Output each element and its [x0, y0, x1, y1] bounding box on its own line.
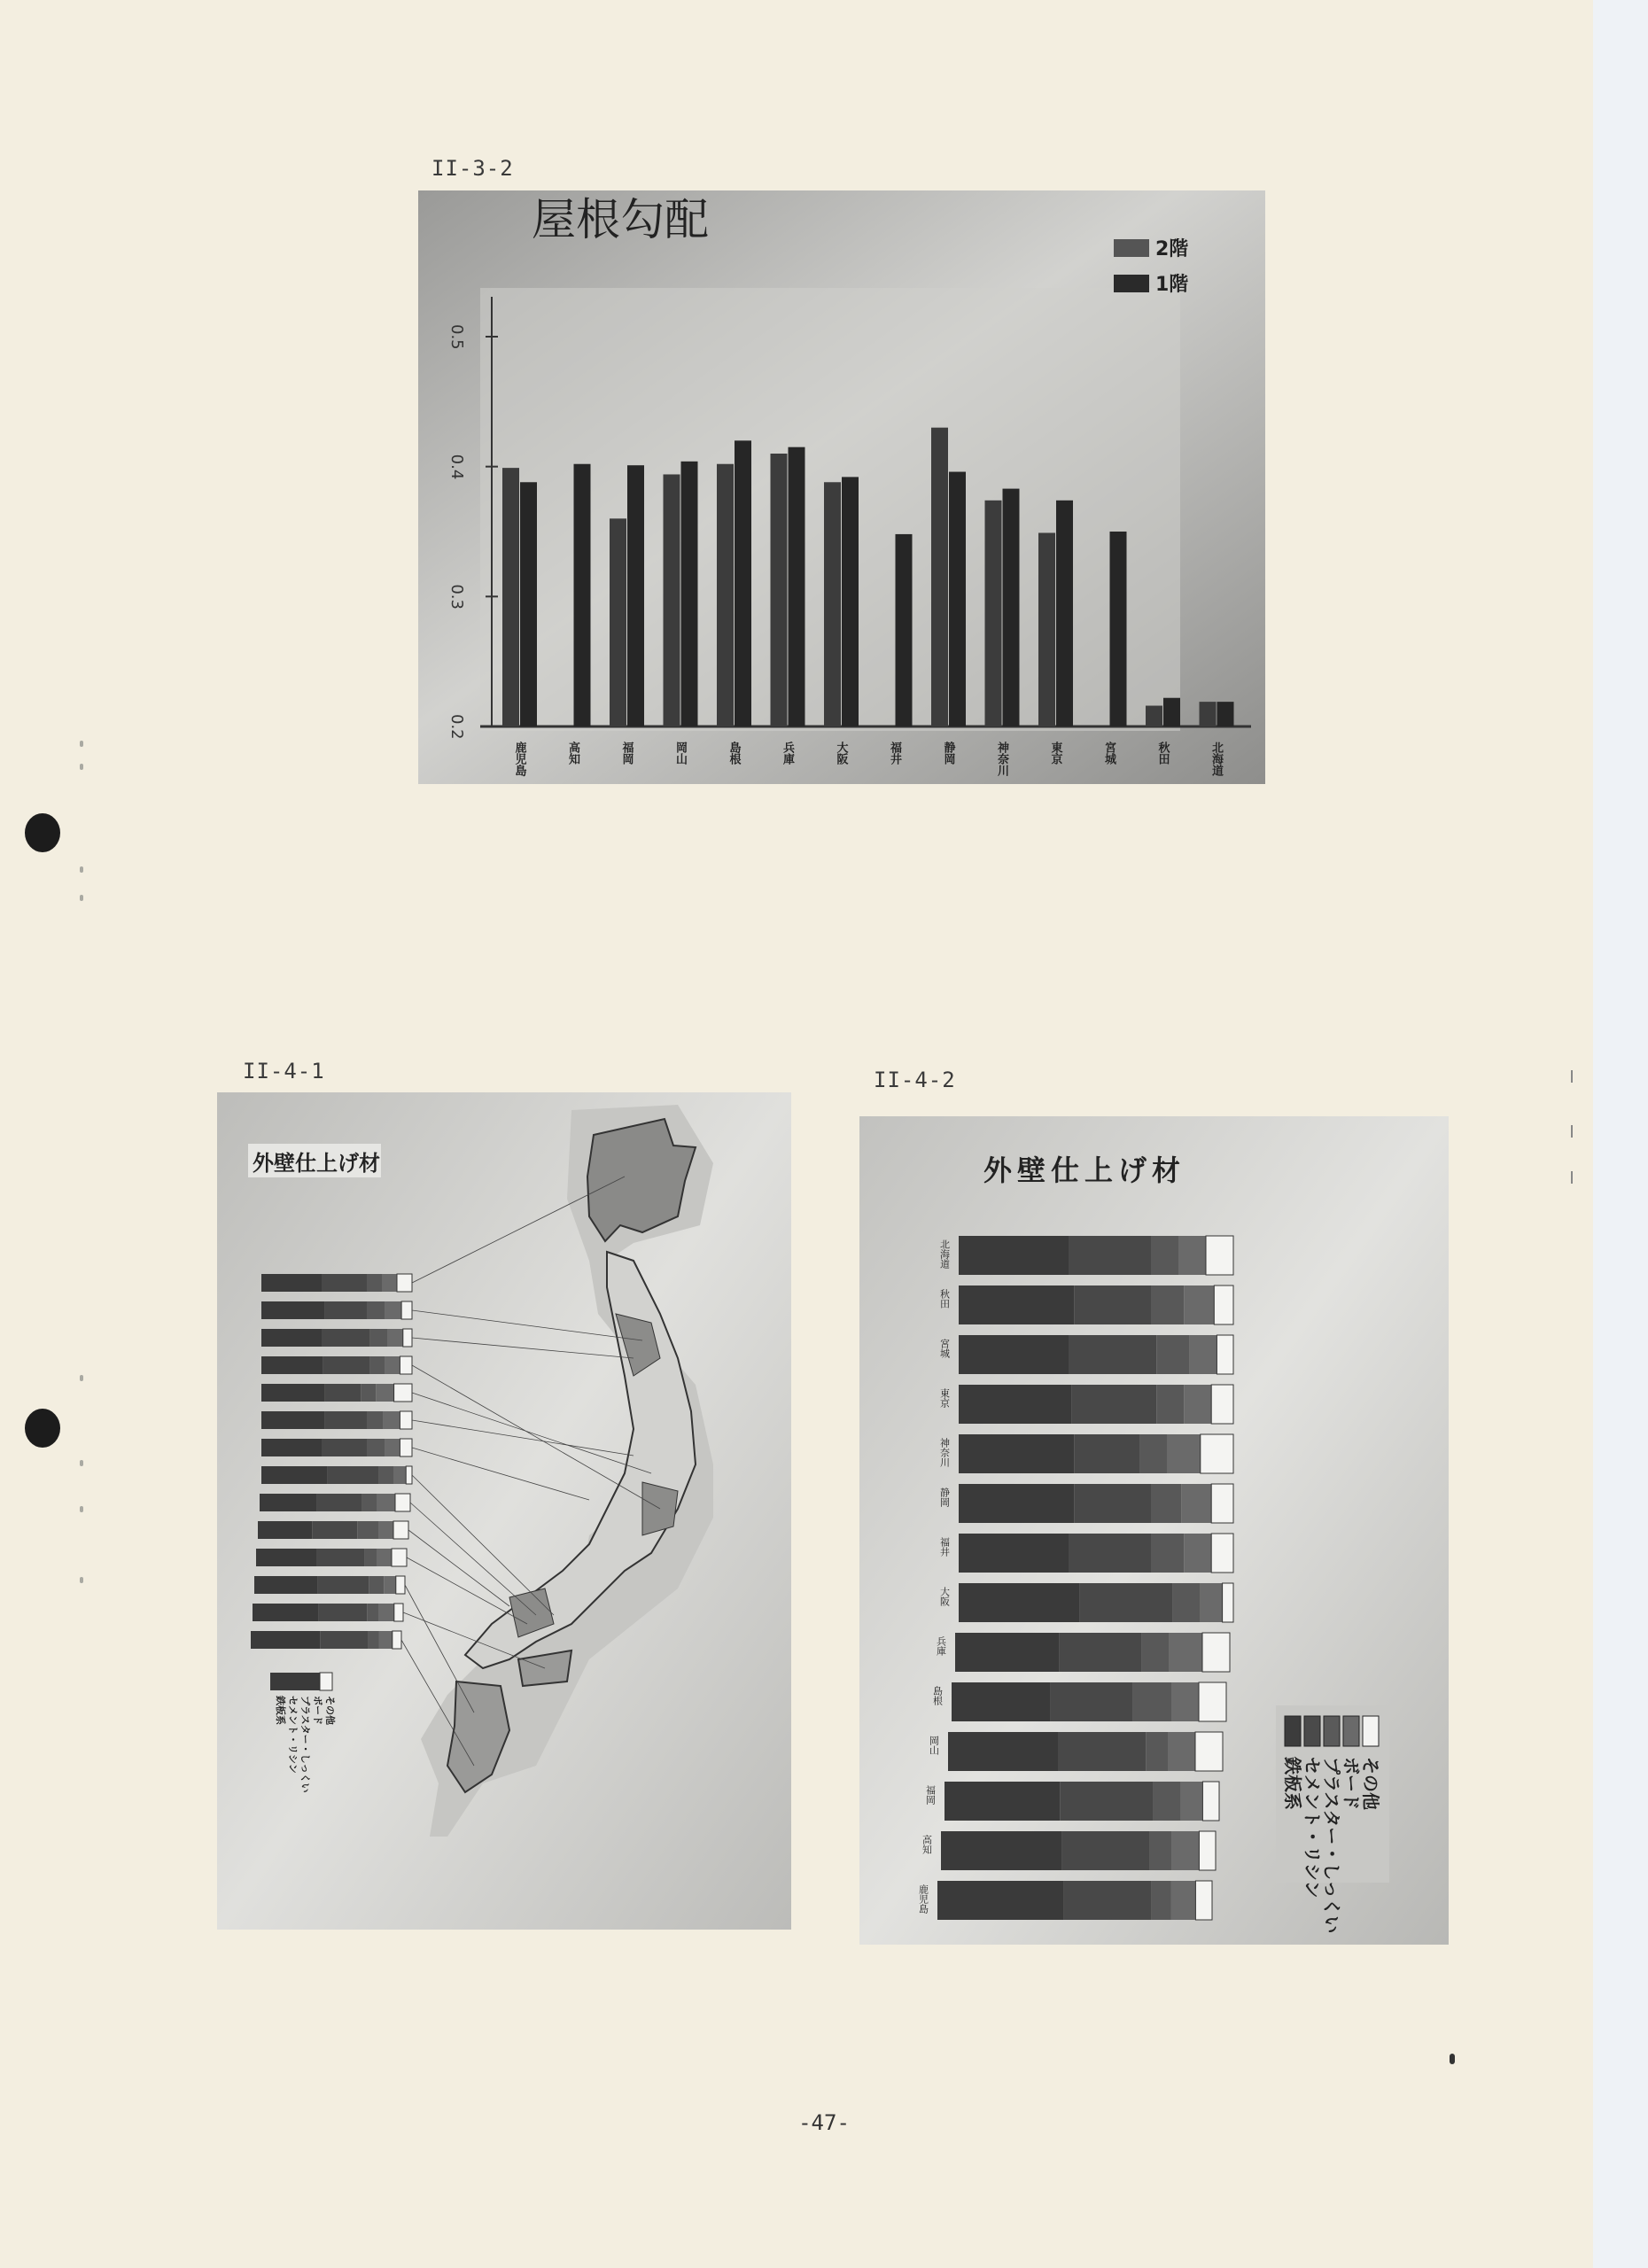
chart2-legend-label: ボード — [1341, 1757, 1362, 1810]
map-bar-segment — [400, 1356, 412, 1374]
map-bar-segment — [260, 1494, 317, 1511]
map-bar-segment — [261, 1301, 324, 1319]
stack-segment — [1069, 1335, 1156, 1374]
map-bar-segment — [367, 1411, 384, 1429]
row-label: 岡山 — [928, 1736, 940, 1755]
bar-2f — [985, 501, 1002, 726]
chart-title: 屋根勾配 — [532, 194, 709, 245]
category-label: 高知 — [566, 742, 579, 765]
map-bar-segment — [261, 1356, 323, 1374]
pin-mark — [80, 895, 83, 901]
map-bar-segment — [378, 1521, 393, 1539]
bar-2f — [1200, 702, 1217, 726]
stack-segment — [1171, 1831, 1199, 1870]
category-label: 神奈川 — [995, 742, 1008, 776]
pin-mark — [80, 1506, 83, 1512]
category-label: 福岡 — [619, 742, 634, 765]
map-bar-segment — [384, 1411, 400, 1429]
map-bar-segment — [322, 1274, 367, 1292]
map-legend-label: セメント・リシン — [287, 1696, 299, 1774]
map-bar-segment — [324, 1411, 367, 1429]
page-number: -47- — [798, 2110, 850, 2135]
map-bar-segment — [403, 1329, 412, 1347]
category-label: 兵庫 — [781, 742, 794, 765]
map-bar-segment — [388, 1329, 403, 1347]
stack-segment — [1064, 1881, 1152, 1920]
map-bar-segment — [317, 1494, 362, 1511]
category-label: 福井 — [888, 742, 901, 765]
roof-pitch-chart-photo — [418, 190, 1265, 784]
stack-segment — [1154, 1782, 1181, 1821]
stack-segment — [1171, 1881, 1196, 1920]
map-bar-segment — [394, 1466, 407, 1484]
row-label: 福岡 — [924, 1785, 937, 1805]
row-label: 東京 — [938, 1388, 951, 1408]
bar-1f — [627, 465, 644, 726]
legend-label-2f: 2階 — [1155, 238, 1189, 260]
map-bar-segment — [261, 1466, 328, 1484]
stack-segment — [1211, 1534, 1233, 1573]
map-bar-segment — [396, 1576, 405, 1594]
edge-tick — [1571, 1070, 1573, 1083]
map-bar-segment — [369, 1576, 384, 1594]
map-bar-segment — [253, 1604, 319, 1621]
bar-1f — [1110, 532, 1127, 726]
map-bar-segment — [367, 1274, 382, 1292]
stack-segment — [1173, 1583, 1201, 1622]
stack-segment — [1184, 1385, 1211, 1424]
map-bar-segment — [367, 1301, 385, 1319]
category-label: 静岡 — [941, 742, 955, 765]
pin-mark — [80, 1460, 83, 1466]
stack-segment — [959, 1583, 1079, 1622]
stack-segment — [1069, 1236, 1151, 1275]
stack-segment — [1201, 1434, 1233, 1473]
legend-swatch-2f — [1114, 239, 1149, 257]
map-bar-segment — [400, 1411, 412, 1429]
map-bar-segment — [369, 1631, 379, 1649]
bar-1f — [789, 447, 805, 726]
y-tick-label: 0.3 — [447, 584, 466, 610]
edge-tick — [1571, 1171, 1573, 1184]
map-bar-segment — [377, 1494, 395, 1511]
category-label: 岡山 — [673, 742, 687, 765]
row-label: 大阪 — [938, 1587, 951, 1606]
stack-segment — [1151, 1534, 1184, 1573]
map-bar-segment — [319, 1604, 367, 1621]
bar-1f — [949, 472, 966, 726]
stack-segment — [1189, 1335, 1217, 1374]
map-bar-segment — [377, 1549, 392, 1566]
row-label: 北海道 — [938, 1239, 951, 1269]
bar-2f — [610, 518, 626, 726]
stack-segment — [1152, 1881, 1171, 1920]
map-bar-segment — [261, 1384, 324, 1402]
category-label: 宮城 — [1102, 742, 1116, 765]
binder-hole — [25, 1409, 60, 1448]
map-bar-segment — [379, 1604, 394, 1621]
map-legend-label: ボード — [312, 1696, 323, 1725]
map-bar-segment — [394, 1384, 412, 1402]
stack-segment — [1211, 1484, 1233, 1523]
bar-1f — [1056, 501, 1073, 726]
bar-1f — [1003, 489, 1020, 726]
map-bar-segment — [367, 1604, 379, 1621]
legend-swatch-1f — [1114, 275, 1149, 292]
map-bar-segment — [382, 1274, 397, 1292]
wall-finish-map-photo — [217, 1092, 791, 1930]
ink-speck — [1450, 2054, 1455, 2064]
wall-finish-map — [217, 1092, 791, 1930]
roof-pitch-chart — [418, 190, 1265, 784]
stack-segment — [1150, 1831, 1172, 1870]
wall-finish-bar-chart — [859, 1116, 1449, 1945]
stack-segment — [948, 1732, 1058, 1771]
pin-mark — [80, 1577, 83, 1583]
legend-label-1f: 1階 — [1155, 274, 1189, 296]
bar-1f — [735, 440, 751, 726]
row-label: 静岡 — [938, 1487, 951, 1507]
stack-segment — [1151, 1484, 1181, 1523]
stack-segment — [1202, 1782, 1219, 1821]
map-bar-segment — [258, 1521, 312, 1539]
y-tick-label: 0.4 — [447, 454, 466, 480]
stack-segment — [959, 1285, 1074, 1324]
bar-1f — [1217, 702, 1234, 726]
pin-mark — [80, 764, 83, 770]
stack-segment — [1181, 1782, 1203, 1821]
stack-segment — [1071, 1385, 1156, 1424]
bar-2f — [931, 428, 948, 726]
map-bar-segment — [322, 1329, 369, 1347]
stack-segment — [1140, 1434, 1168, 1473]
stack-segment — [1211, 1385, 1233, 1424]
bar-1f — [842, 477, 859, 726]
page-edge — [1593, 0, 1648, 2268]
bar-2f — [717, 464, 734, 726]
map-bar-segment — [328, 1466, 379, 1484]
stack-segment — [1151, 1285, 1184, 1324]
stack-segment — [1060, 1633, 1142, 1672]
map-bar-segment — [320, 1631, 368, 1649]
stack-segment — [959, 1484, 1074, 1523]
map-bar-segment — [367, 1439, 385, 1456]
map-bar-segment — [261, 1274, 322, 1292]
stack-segment — [944, 1782, 1060, 1821]
row-label: 宮城 — [938, 1339, 951, 1358]
map-bar-segment — [364, 1549, 377, 1566]
map-bar-segment — [322, 1439, 367, 1456]
figure-caption-ii-4-2: II-4-2 — [874, 1068, 956, 1092]
bar-2f — [771, 454, 788, 726]
category-label: 秋田 — [1155, 742, 1170, 765]
map-bar-segment — [376, 1384, 393, 1402]
map-bar-segment — [406, 1466, 412, 1484]
bar-2f — [824, 482, 841, 726]
bar-1f — [681, 462, 698, 726]
stack-segment — [1151, 1236, 1178, 1275]
map-bar-segment — [357, 1521, 378, 1539]
map-bar-segment — [324, 1384, 361, 1402]
map-bar-segment — [317, 1576, 369, 1594]
bar-2f — [664, 474, 680, 726]
map-bar-segment — [369, 1329, 387, 1347]
map-legend-label: その他 — [324, 1696, 336, 1725]
map-bar-segment — [261, 1411, 324, 1429]
stack-segment — [959, 1434, 1074, 1473]
map-bar-segment — [394, 1604, 403, 1621]
map-bar-segment — [362, 1494, 377, 1511]
map-bar-segment — [397, 1274, 412, 1292]
map-bar-segment — [392, 1549, 407, 1566]
stack-segment — [1142, 1633, 1170, 1672]
map-bar-segment — [261, 1439, 322, 1456]
figure-caption-ii-3-2: II-3-2 — [431, 156, 514, 181]
stack-segment — [1074, 1484, 1151, 1523]
binder-hole — [25, 813, 60, 852]
chart2-legend-label: プラスター・しっくい — [1321, 1757, 1342, 1934]
category-label: 鹿児島 — [512, 742, 526, 776]
map-bar-segment — [385, 1356, 400, 1374]
map-bar-segment — [400, 1439, 412, 1456]
map-legend-label: プラスター・しっくい — [299, 1696, 311, 1793]
map-bar-segment — [251, 1631, 320, 1649]
category-label: 東京 — [1048, 742, 1062, 765]
map-bar-segment — [384, 1576, 396, 1594]
stack-segment — [1058, 1732, 1146, 1771]
pin-mark — [80, 1375, 83, 1381]
row-label: 島根 — [931, 1686, 944, 1705]
pin-mark — [80, 741, 83, 747]
stack-segment — [937, 1881, 1064, 1920]
pin-mark — [80, 866, 83, 873]
bar-1f — [574, 464, 591, 726]
map-bar-segment — [256, 1549, 316, 1566]
map-bar-segment — [324, 1301, 367, 1319]
row-label: 神奈川 — [938, 1438, 951, 1467]
bar-1f — [896, 534, 913, 726]
map-bar-segment — [316, 1549, 364, 1566]
stack-segment — [1133, 1682, 1171, 1721]
stack-segment — [1184, 1285, 1214, 1324]
stack-segment — [941, 1831, 1061, 1870]
bar-2f — [1146, 706, 1162, 726]
map-title: 外壁仕上げ材 — [253, 1151, 380, 1176]
stack-segment — [1195, 1881, 1212, 1920]
stack-segment — [1195, 1732, 1223, 1771]
stack-segment — [1079, 1583, 1172, 1622]
stack-segment — [1146, 1732, 1168, 1771]
stack-segment — [1170, 1633, 1202, 1672]
stack-segment — [1061, 1831, 1149, 1870]
map-bar-segment — [261, 1329, 322, 1347]
map-bar-segment — [361, 1384, 376, 1402]
figure-caption-ii-4-1: II-4-1 — [243, 1059, 325, 1084]
stack-segment — [1199, 1831, 1216, 1870]
stack-segment — [959, 1534, 1069, 1573]
stack-segment — [1156, 1335, 1189, 1374]
row-label: 鹿児島 — [917, 1884, 929, 1914]
row-label: 秋田 — [938, 1289, 951, 1309]
y-tick-label: 0.5 — [447, 324, 466, 350]
stack-segment — [1069, 1534, 1151, 1573]
row-label: 兵庫 — [935, 1636, 947, 1656]
map-legend-label: 鉄板系 — [275, 1696, 286, 1725]
stack-segment — [1060, 1782, 1153, 1821]
map-bar-segment — [312, 1521, 357, 1539]
stack-segment — [1201, 1583, 1223, 1622]
category-label: 島根 — [727, 742, 741, 765]
chart2-legend-label: 鉄板系 — [1282, 1757, 1303, 1810]
bar-1f — [1163, 698, 1180, 726]
stack-segment — [1051, 1682, 1133, 1721]
stack-segment — [1214, 1285, 1233, 1324]
stack-segment — [1202, 1633, 1230, 1672]
map-bar-segment — [385, 1301, 401, 1319]
stack-segment — [959, 1385, 1071, 1424]
chart2-legend-label: その他 — [1360, 1757, 1381, 1810]
stack-segment — [1178, 1236, 1206, 1275]
row-label: 高知 — [921, 1835, 933, 1854]
map-bar-segment — [393, 1521, 408, 1539]
map-bar-segment — [385, 1439, 400, 1456]
chart2-legend-label: セメント・リシン — [1302, 1757, 1323, 1899]
stack-segment — [952, 1682, 1051, 1721]
stack-segment — [959, 1335, 1069, 1374]
category-label: 大阪 — [834, 742, 848, 765]
stack-segment — [1199, 1682, 1226, 1721]
stack-segment — [955, 1633, 1060, 1672]
map-bar-segment — [323, 1356, 370, 1374]
stack-segment — [1074, 1285, 1151, 1324]
chart2-title: 外壁仕上げ材 — [983, 1153, 1186, 1187]
map-bar-segment — [254, 1576, 317, 1594]
edge-tick — [1571, 1125, 1573, 1138]
stack-segment — [1184, 1534, 1211, 1573]
map-bar-segment — [369, 1356, 385, 1374]
stack-segment — [959, 1236, 1069, 1275]
wall-finish-bars-photo — [859, 1116, 1449, 1945]
stack-segment — [1168, 1732, 1195, 1771]
bar-1f — [520, 482, 537, 726]
map-bar-segment — [379, 1466, 394, 1484]
map-bar-segment — [401, 1301, 412, 1319]
stack-segment — [1168, 1434, 1201, 1473]
stack-segment — [1181, 1484, 1211, 1523]
y-tick-label: 0.2 — [447, 714, 466, 740]
stack-segment — [1074, 1434, 1139, 1473]
stack-segment — [1223, 1583, 1233, 1622]
map-bar-segment — [395, 1494, 410, 1511]
category-label: 北海道 — [1209, 742, 1223, 776]
stack-segment — [1206, 1236, 1233, 1275]
map-bar-segment — [393, 1631, 401, 1649]
stack-segment — [1217, 1335, 1233, 1374]
bar-2f — [1038, 532, 1055, 726]
stack-segment — [1156, 1385, 1184, 1424]
bar-2f — [502, 468, 519, 726]
row-label: 福井 — [938, 1537, 951, 1557]
stack-segment — [1171, 1682, 1199, 1721]
map-bar-segment — [379, 1631, 393, 1649]
